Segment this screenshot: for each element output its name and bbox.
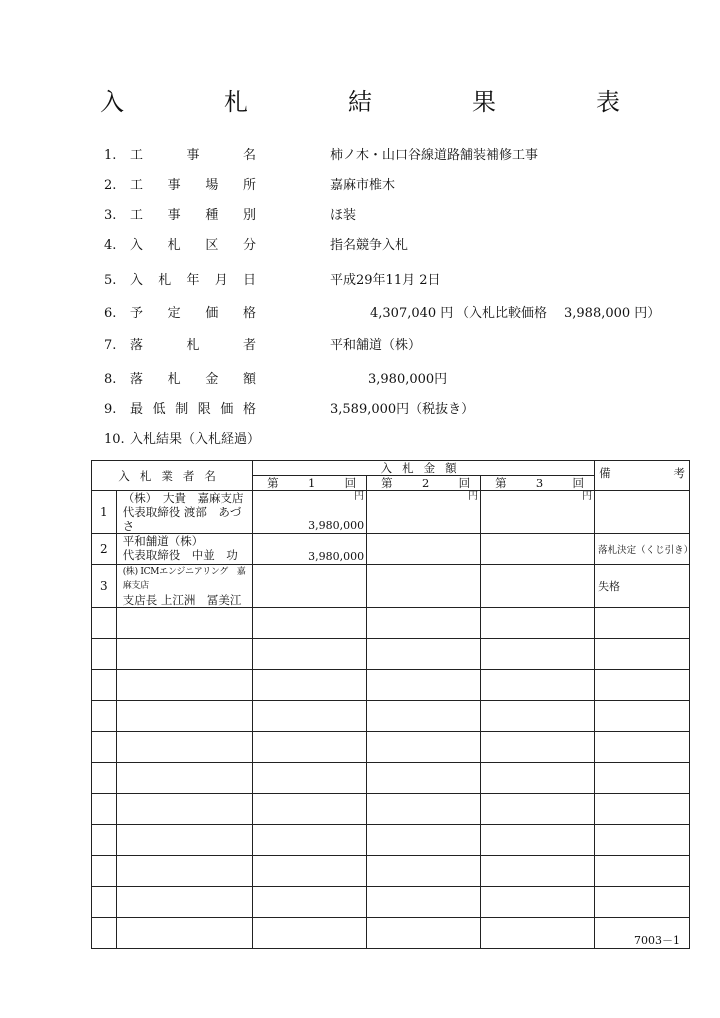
table-row-empty (92, 732, 690, 763)
header-amount-label: 入札金額 (380, 461, 467, 475)
item-label: 入札年月日 (130, 273, 256, 288)
bid-round-1 (253, 491, 367, 534)
info-item-bid-category (104, 236, 409, 256)
table-row-empty (92, 825, 690, 856)
item-number: 7. (104, 338, 117, 353)
table-row-empty (92, 856, 690, 887)
table-row-empty (92, 670, 690, 701)
header-round-2: 第 2 回 (367, 476, 481, 491)
document-code: 7003－1 (634, 934, 680, 947)
remarks-cell (595, 491, 690, 534)
item-value: 平和舗道（株） (330, 338, 422, 353)
item-number: 8. (104, 372, 117, 387)
remarks-cell: 失格 (595, 565, 690, 608)
bid-round-1 (253, 565, 367, 608)
item-number: 5. (104, 273, 117, 288)
page-title: 入 札 結 果 表 (100, 88, 658, 116)
header-remarks (595, 461, 690, 491)
header-bidder (92, 461, 253, 491)
comparison-price-value: 3,988,000 円） (564, 306, 661, 321)
table-row-empty (92, 701, 690, 732)
item-value: 3,980,000円 (368, 372, 448, 387)
yen-unit: 円 (468, 491, 479, 502)
info-item-results-heading (104, 430, 260, 450)
item-label: 入札結果（入札経過） (130, 432, 261, 447)
item-label: 予定価格 (130, 306, 256, 321)
bid-results-table (91, 460, 694, 949)
bid-round-3 (481, 565, 595, 608)
header-round-3: 第 3 回 (481, 476, 595, 491)
info-item-construction-name (104, 146, 539, 166)
table-row-empty (92, 639, 690, 670)
info-item-location (104, 176, 396, 196)
info-item-winner (104, 336, 422, 356)
header-amount (253, 461, 595, 476)
table-row-empty (92, 763, 690, 794)
bidder-company: （株） 大貴 嘉麻支店 (122, 491, 244, 505)
bidder-representative: 代表取締役 渡部 あづさ (122, 505, 242, 533)
bid-round-2 (367, 565, 481, 608)
table-row-empty (92, 794, 690, 825)
item-number: 10. (104, 432, 125, 447)
bidder-cell (116, 565, 252, 608)
bidder-representative: 代表取締役 中並 功 (122, 548, 238, 562)
info-item-type (104, 206, 357, 226)
bidder-company: 平和舗道（株） (122, 534, 204, 548)
info-item-min-price (104, 400, 475, 420)
yen-unit: 円 (582, 491, 593, 502)
bid-round-2 (367, 534, 481, 565)
item-label: 落札金額 (130, 372, 256, 387)
comparison-price-label: （入札比較価格 (456, 306, 548, 321)
item-value: 柿ノ木・山口谷線道路舗装補修工事 (330, 148, 539, 163)
table-row-empty (92, 918, 690, 949)
bid-round-2 (367, 491, 481, 534)
header-bidder-label: 入札業者名 (118, 468, 226, 483)
item-number: 1. (104, 148, 117, 163)
bid-amount: 3,980,000 (308, 519, 365, 532)
bid-round-3 (481, 491, 595, 534)
row-number: 1 (92, 491, 117, 534)
item-value: 指名競争入札 (330, 238, 409, 253)
item-value: 3,589,000円（税抜き） (330, 402, 475, 417)
info-item-bid-date (104, 271, 441, 291)
item-value: 嘉麻市椎木 (330, 178, 396, 193)
table-row (92, 565, 690, 608)
header-round-1: 第 1 回 (253, 476, 367, 491)
table-row-empty (92, 887, 690, 918)
item-label: 工事場所 (130, 178, 256, 193)
row-number: 2 (92, 534, 117, 565)
yen-unit: 円 (354, 491, 365, 502)
table-row (92, 491, 690, 534)
item-label: 最低制限価格 (130, 402, 256, 417)
bidder-company: (株) ICMエンジニアリング 嘉麻支店 (122, 567, 246, 591)
item-label: 入札区分 (130, 238, 256, 253)
item-value: 平成29年11月 2日 (330, 273, 441, 288)
item-label: 工事名 (130, 148, 256, 163)
bid-round-1 (253, 534, 367, 565)
info-item-winning-amount (104, 370, 448, 390)
bid-amount: 3,980,000 (308, 550, 365, 563)
item-value: 4,307,040 円 (370, 306, 454, 321)
item-number: 3. (104, 208, 117, 223)
table-row (92, 534, 690, 565)
item-value: ほ装 (330, 208, 357, 223)
item-number: 9. (104, 402, 117, 417)
item-label: 工事種別 (130, 208, 256, 223)
item-number: 4. (104, 238, 117, 253)
bidder-representative: 支店長 上江洲 冨美江 (122, 593, 242, 607)
item-label: 落札者 (130, 338, 256, 353)
item-number: 2. (104, 178, 117, 193)
header-remarks-label: 備 考 (599, 466, 685, 480)
table-row-empty (92, 608, 690, 639)
bidder-cell (116, 534, 252, 565)
bidder-cell (116, 491, 252, 534)
row-number: 3 (92, 565, 117, 608)
item-number: 6. (104, 306, 117, 321)
remarks-cell: 落札決定（くじ引き） (595, 534, 690, 565)
info-item-planned-price (104, 304, 661, 324)
bid-round-3 (481, 534, 595, 565)
